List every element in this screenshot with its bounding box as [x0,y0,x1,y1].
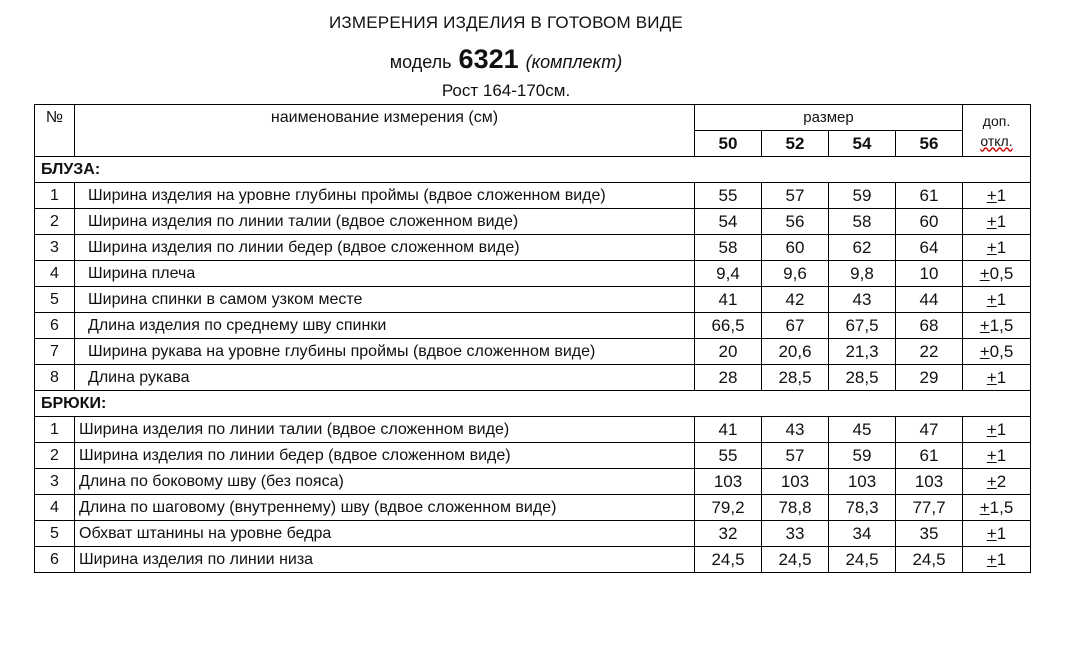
table-row [35,547,1031,573]
table-row [35,521,1031,547]
row-number: 7 [35,339,75,365]
row-number: 2 [35,443,75,469]
size-value: 35 [896,521,963,547]
size-value: 20,6 [762,339,829,365]
tolerance-cell [963,235,1031,261]
header-name: наименование измерения (см) [75,105,695,157]
tolerance-cell [963,443,1031,469]
table-row [35,183,1031,209]
size-value: 103 [829,469,896,495]
section-title: БРЮКИ: [35,391,1031,417]
measurement-name: Ширина изделия по линии бедер (вдвое сложенном виде) [75,235,695,261]
tolerance-value: 2 [996,471,1007,491]
size-value: 59 [829,443,896,469]
header-size-col: 50 [695,131,762,157]
size-value: 24,5 [762,547,829,573]
plus-minus-sign: + [979,341,990,361]
size-value: 28,5 [762,365,829,391]
row-number: 2 [35,209,75,235]
tolerance-cell [963,209,1031,235]
size-value: 55 [695,443,762,469]
model-prefix: модель [389,52,452,72]
size-value: 77,7 [896,495,963,521]
size-value: 24,5 [896,547,963,573]
model-line [0,44,1012,75]
size-value: 60 [762,235,829,261]
tolerance-cell [963,469,1031,495]
size-value: 44 [896,287,963,313]
row-number: 3 [35,469,75,495]
row-number: 4 [35,261,75,287]
size-value: 54 [695,209,762,235]
tolerance-value: 1 [996,419,1007,439]
size-value: 24,5 [695,547,762,573]
header-tolerance [963,105,1031,157]
size-value: 28,5 [829,365,896,391]
size-value: 29 [896,365,963,391]
size-value: 59 [829,183,896,209]
measurement-name: Длина по боковому шву (без пояса) [75,469,695,495]
plus-minus-sign: + [986,471,997,491]
plus-minus-sign: + [986,445,997,465]
table-row [35,469,1031,495]
tolerance-cell [963,313,1031,339]
size-value: 9,4 [695,261,762,287]
table-row [35,365,1031,391]
row-number: 6 [35,313,75,339]
size-value: 62 [829,235,896,261]
row-number: 6 [35,547,75,573]
section-header-row [35,391,1031,417]
header-tolerance-line2: откл. [980,132,1013,149]
tolerance-cell [963,365,1031,391]
tolerance-value: 1 [996,185,1007,205]
row-number: 1 [35,417,75,443]
size-value: 22 [896,339,963,365]
document-title: ИЗМЕРЕНИЯ ИЗДЕЛИЯ В ГОТОВОМ ВИДЕ [329,13,683,32]
plus-minus-sign: + [986,419,997,439]
row-number: 5 [35,287,75,313]
size-value: 103 [695,469,762,495]
size-value: 60 [896,209,963,235]
size-value: 57 [762,183,829,209]
size-value: 9,8 [829,261,896,287]
tolerance-cell [963,261,1031,287]
model-note: (комплект) [525,52,623,72]
measurement-name: Ширина рукава на уровне глубины проймы (вдвое сложенном виде) [75,339,695,365]
measurement-name: Обхват штанины на уровне бедра [75,521,695,547]
header-size-col: 54 [829,131,896,157]
tolerance-value: 1 [996,237,1007,257]
row-number: 3 [35,235,75,261]
plus-minus-sign: + [986,367,997,387]
size-value: 41 [695,287,762,313]
table-row [35,209,1031,235]
plus-minus-sign: + [986,549,997,569]
header-size-col: 56 [896,131,963,157]
table-row [35,313,1031,339]
header-size-col: 52 [762,131,829,157]
size-value: 78,3 [829,495,896,521]
size-value: 9,6 [762,261,829,287]
table-row [35,339,1031,365]
measurement-name: Длина изделия по среднему шву спинки [75,313,695,339]
tolerance-cell [963,547,1031,573]
tolerance-cell [963,339,1031,365]
size-value: 61 [896,183,963,209]
size-value: 42 [762,287,829,313]
size-value: 43 [829,287,896,313]
tolerance-cell [963,183,1031,209]
tolerance-cell [963,521,1031,547]
tolerance-value: 0,5 [989,341,1014,361]
size-value: 57 [762,443,829,469]
measurement-name: Ширина изделия по линии талии (вдвое сложенном виде) [75,417,695,443]
measurement-name: Ширина изделия по линии низа [75,547,695,573]
table-row [35,235,1031,261]
size-value: 45 [829,417,896,443]
model-number: 6321 [458,44,519,74]
size-value: 34 [829,521,896,547]
size-value: 103 [762,469,829,495]
header-size: размер [695,105,963,131]
size-value: 28 [695,365,762,391]
measurement-name: Ширина изделия по линии бедер (вдвое сложенном виде) [75,443,695,469]
size-value: 68 [896,313,963,339]
tolerance-value: 1 [996,549,1007,569]
size-value: 64 [896,235,963,261]
size-value: 67,5 [829,313,896,339]
plus-minus-sign: + [986,523,997,543]
table-row [35,495,1031,521]
tolerance-cell [963,287,1031,313]
size-value: 103 [896,469,963,495]
plus-minus-sign: + [979,315,990,335]
row-number: 5 [35,521,75,547]
size-value: 78,8 [762,495,829,521]
measurement-name: Ширина изделия на уровне глубины проймы (вдвое сложенном виде) [75,183,695,209]
row-number: 8 [35,365,75,391]
size-value: 56 [762,209,829,235]
measurement-name: Ширина изделия по линии талии (вдвое сложенном виде) [75,209,695,235]
header-no: № [35,105,75,157]
table-row [35,261,1031,287]
measurement-name: Длина рукава [75,365,695,391]
plus-minus-sign: + [986,237,997,257]
measurement-name: Ширина плеча [75,261,695,287]
measurement-name: Ширина спинки в самом узком месте [75,287,695,313]
tolerance-value: 1,5 [989,315,1014,335]
size-value: 61 [896,443,963,469]
tolerance-value: 1,5 [989,497,1014,517]
size-value: 21,3 [829,339,896,365]
size-value: 32 [695,521,762,547]
size-value: 55 [695,183,762,209]
size-value: 33 [762,521,829,547]
plus-minus-sign: + [986,289,997,309]
plus-minus-sign: + [986,185,997,205]
tolerance-value: 1 [996,367,1007,387]
size-value: 66,5 [695,313,762,339]
size-value: 58 [695,235,762,261]
size-value: 20 [695,339,762,365]
table-row [35,417,1031,443]
tolerance-cell [963,417,1031,443]
size-value: 67 [762,313,829,339]
row-number: 4 [35,495,75,521]
tolerance-value: 1 [996,445,1007,465]
size-value: 58 [829,209,896,235]
tolerance-value: 1 [996,289,1007,309]
table-row [35,443,1031,469]
plus-minus-sign: + [986,211,997,231]
plus-minus-sign: + [979,497,990,517]
table-row [35,287,1031,313]
size-value: 47 [896,417,963,443]
tolerance-value: 1 [996,211,1007,231]
size-value: 41 [695,417,762,443]
row-number: 1 [35,183,75,209]
tolerance-cell [963,495,1031,521]
section-title: БЛУЗА: [35,157,1031,183]
size-value: 79,2 [695,495,762,521]
height-range: Рост 164-170см. [441,81,571,100]
measurement-name: Длина по шаговому (внутреннему) шву (вдвое сложенном виде) [75,495,695,521]
header-tolerance-line1: доп. [982,112,1011,129]
section-header-row [35,157,1031,183]
header-row [35,105,1031,131]
plus-minus-sign: + [979,263,990,283]
size-value: 10 [896,261,963,287]
tolerance-value: 0,5 [989,263,1014,283]
measurements-table [34,104,1031,573]
size-value: 24,5 [829,547,896,573]
tolerance-value: 1 [996,523,1007,543]
size-value: 43 [762,417,829,443]
